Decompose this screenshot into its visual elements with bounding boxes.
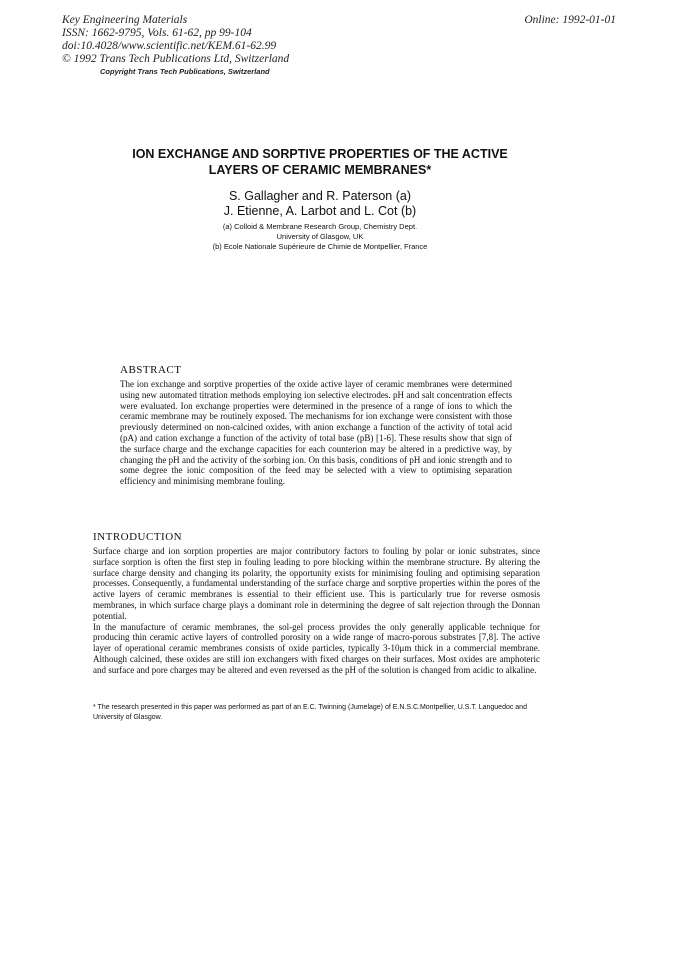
abstract-heading: ABSTRACT [120, 364, 182, 376]
online-date: Online: 1992-01-01 [524, 14, 616, 26]
introduction-paragraph-1: Surface charge and ion sorption properties are major contributory factors to fouling by polar or ionic substrates, since surface sorption is often the first step in fouling leading to pore blocking within the membrane structure. By altering the surface charge density and changing its polarity, the opportunity exists for minimising fouling and optimising separation processes. Consequently, a fundamental understanding of the surface charge and sorptive properties within the pores of the active layers of ceramic membranes is essential to their efficient use. This is particularly true for reverse osmosis membranes, in which surface charge plays a dominant role in determining the degree of salt rejection through the Donnan potential. [93, 546, 540, 621]
affiliation-a-line-2: University of Glasgow, UK [276, 232, 364, 241]
affiliations [80, 222, 560, 252]
issn-line: ISSN: 1662-9795, Vols. 61-62, pp 99-104 [62, 27, 252, 39]
footnote: * The research presented in this paper was performed as part of an E.C. Twinning (Jumelage) of E.N.S.C.Montpellier, U.S.T. Languedoc and University of Glasgow. [93, 704, 527, 721]
authors-line-1: S. Gallagher and R. Paterson (a) [228, 189, 412, 203]
copyright-notice: Copyright Trans Tech Publications, Switzerland [100, 67, 270, 76]
author-list [80, 189, 560, 219]
paper-title [80, 146, 560, 178]
doi-line: doi:10.4028/www.scientific.net/KEM.61-62.99 [62, 40, 277, 52]
introduction-heading: INTRODUCTION [93, 531, 183, 543]
affiliation-b: (b) Ecole Nationale Supérieure de Chimie de Montpellier, France [212, 242, 428, 251]
introduction-body [93, 546, 540, 676]
journal-header [62, 14, 289, 78]
abstract-text: The ion exchange and sorptive properties of the oxide active layer of ceramic membranes were determined using new automated titration methods employing ion selective electrodes. pH and salt concentration effects were evaluated. Ion exchange properties were determined in the presence of a range of ions to which the ceramic membrane may be routinely exposed. The mechanisms for ion exchange were consistent with those previously determined on non-calcined oxides, with anion exchange a function of the activity of total acid (pA) and cation exchange a function of the activity of total base (pB) [1-6]. These results show that sign of the surface charge and the exchange capacities for each counterion may be altered in a predictive way, by changing the pH and the activity of the sorbing ion. On this basis, conditions of pH and ionic strength and to some degree the ionic composition of the feed may be selected with a view to optimising separation efficiency and minimising membrane fouling. [120, 379, 512, 487]
publisher-line: © 1992 Trans Tech Publications Ltd, Switzerland [62, 53, 290, 65]
introduction-paragraph-2: In the manufacture of ceramic membranes, the sol-gel process provides the only generally applicable technique for producing thin ceramic active layers of controlled porosity on a wide range of macro-porous substrates [7,8]. The active layer of operational ceramic membranes consists of oxide particles, typically 3-10μm thick in a commercial membrane. Although calcined, these oxides are still ion exchangers with fixed charges on their surfaces. Most oxides are amphoteric and surface and pore charges may be altered and even reversed as the pH of the solution is changed from acidic to alkaline. [93, 621, 540, 675]
authors-line-2: J. Etienne, A. Larbot and L. Cot (b) [223, 204, 417, 218]
journal-name: Key Engineering Materials [62, 14, 188, 26]
title-line-2: LAYERS OF CERAMIC MEMBRANES* [208, 163, 432, 177]
affiliation-a-line-1: (a) Colloid & Membrane Research Group, Chemistry Dept. [222, 222, 418, 231]
title-line-1: ION EXCHANGE AND SORPTIVE PROPERTIES OF THE ACTIVE [132, 147, 508, 161]
